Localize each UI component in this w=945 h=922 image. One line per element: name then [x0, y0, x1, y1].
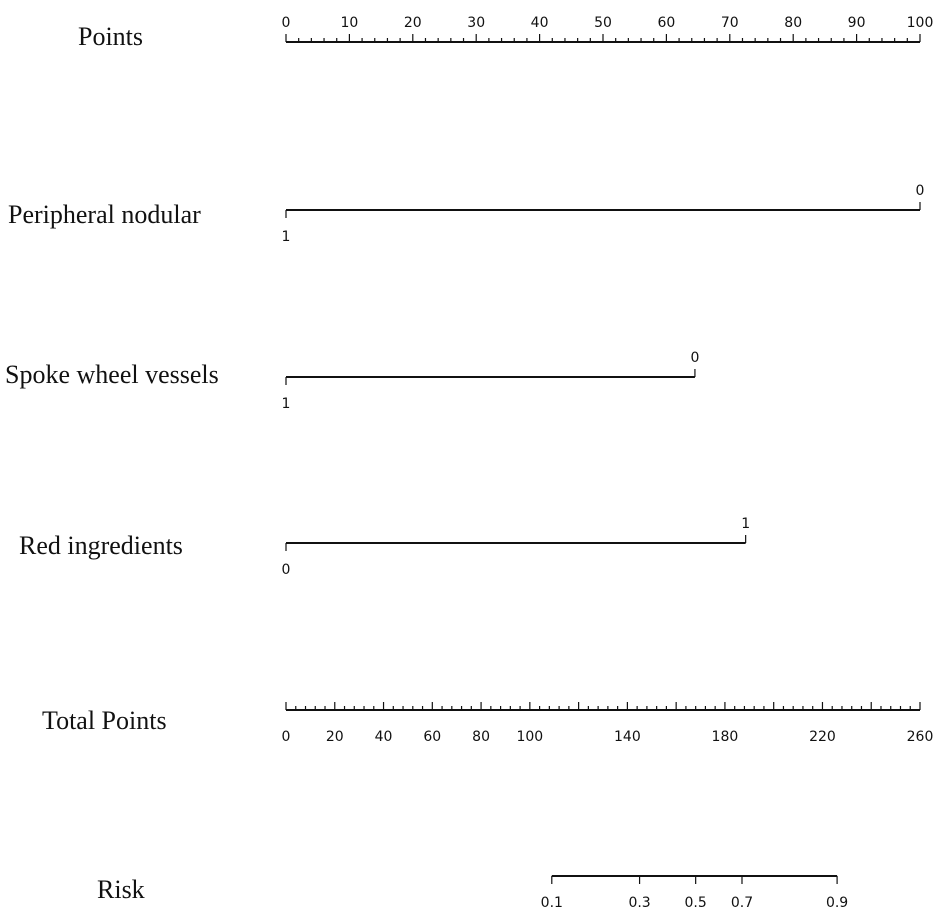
peripheral-nodular-scale: [282, 183, 925, 245]
risk-tick-label: 0.5: [684, 895, 707, 911]
risk-tick-label: 0.3: [628, 895, 651, 911]
points-tick-label: 70: [720, 15, 739, 31]
label-peripheral-nodular: Peripheral nodular: [8, 200, 201, 229]
points-axis: [282, 15, 934, 42]
spoke-wheel-vessels-level-label: 1: [281, 396, 291, 412]
spoke-wheel-vessels-scale: [282, 350, 700, 412]
total-points-tick-label: 80: [472, 729, 490, 745]
total-points-tick-label: 100: [516, 729, 544, 745]
risk-tick-label: 0.9: [825, 895, 849, 911]
total-points-tick-label: 60: [423, 729, 442, 745]
points-tick-label: 0: [281, 15, 291, 31]
risk-axis: [541, 876, 849, 911]
label-risk: Risk: [97, 875, 145, 904]
total-points-tick-label: 20: [325, 729, 344, 745]
total-points-tick-label: 180: [711, 729, 739, 745]
points-tick-label: 60: [657, 15, 676, 31]
risk-tick-label: 0.7: [730, 895, 754, 911]
label-points: Points: [78, 22, 144, 51]
total-points-tick-label: 0: [281, 729, 291, 745]
risk-tick-label: 0.1: [540, 895, 563, 911]
points-tick-label: 30: [467, 15, 486, 31]
points-tick-label: 80: [784, 15, 803, 31]
total-points-axis: [282, 702, 934, 745]
label-total-points: Total Points: [42, 706, 167, 735]
label-spoke-wheel-vessels: Spoke wheel vessels: [5, 360, 219, 389]
points-tick-label: 50: [594, 15, 612, 31]
peripheral-nodular-level-label: 0: [915, 183, 925, 199]
points-tick-label: 20: [403, 15, 422, 31]
red-ingredients-level-label: 1: [741, 516, 751, 532]
red-ingredients-level-label: 0: [281, 562, 291, 578]
label-red-ingredients: Red ingredients: [19, 531, 183, 560]
total-points-tick-label: 140: [614, 729, 641, 745]
total-points-tick-label: 40: [374, 729, 393, 745]
peripheral-nodular-level-label: 1: [281, 229, 291, 245]
points-tick-label: 90: [847, 15, 866, 31]
red-ingredients-scale: [282, 516, 751, 578]
spoke-wheel-vessels-level-label: 0: [690, 350, 700, 366]
total-points-tick-label: 220: [809, 729, 836, 745]
points-tick-label: 40: [530, 15, 549, 31]
total-points-tick-label: 260: [906, 729, 934, 745]
points-tick-label: 100: [906, 15, 934, 31]
points-tick-label: 10: [340, 15, 359, 31]
